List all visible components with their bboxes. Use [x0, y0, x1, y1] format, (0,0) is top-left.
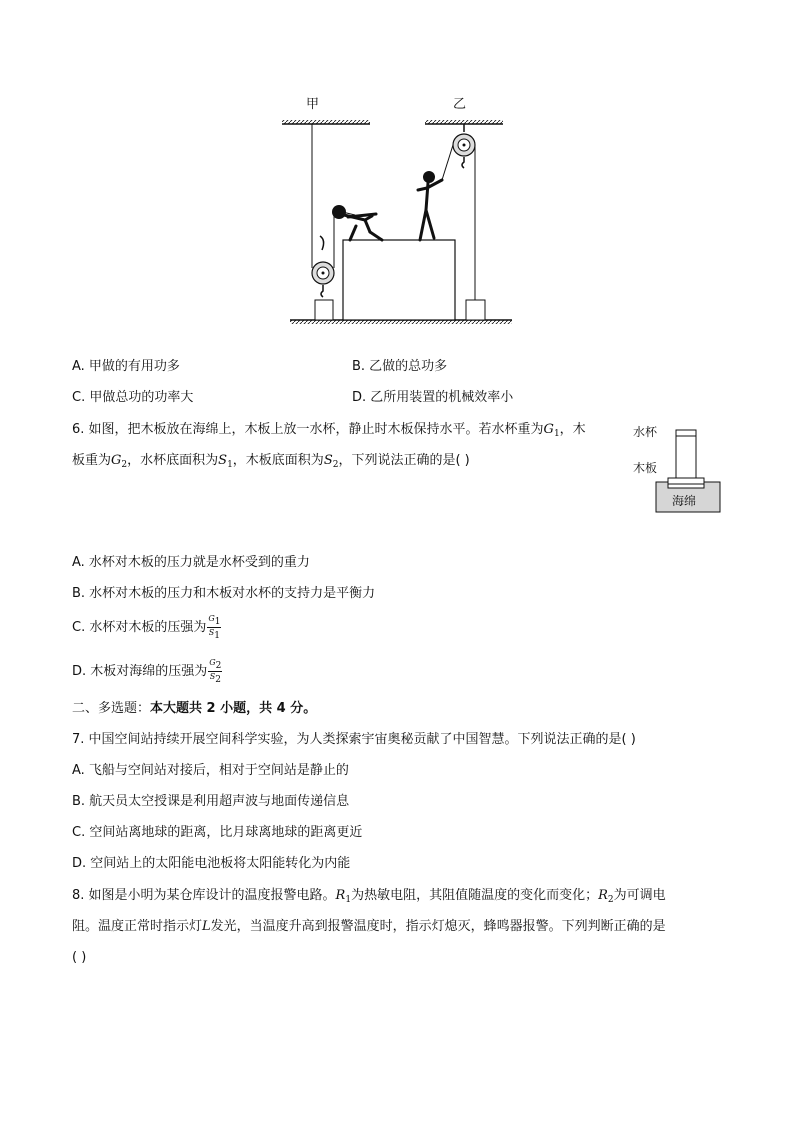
q7-stem: 7. 中国空间站持续开展空间科学实验，为人类探索宇宙奥秘贡献了中国智慧。下列说法正确的是( ) [72, 732, 636, 747]
big-box [343, 240, 455, 320]
q7-option-d: D. 空间站上的太阳能电池板将太阳能转化为内能 [72, 856, 351, 871]
ceiling-right [425, 120, 503, 124]
q6-stem-line1 [72, 421, 586, 443]
q5-option-c: C. 甲做总功的功率大 [72, 390, 194, 405]
q6-stem-text-2: ，木 [559, 422, 586, 437]
q7-option-b: B. 航天员太空授课是利用超声波与地面传递信息 [72, 794, 350, 809]
worker-yi [418, 171, 442, 240]
movable-pulley [312, 236, 334, 297]
q8-stem-line1: 8. 如图是小明为某仓库设计的温度报警电路。$R_1$为热敏电阻，其阻值随温度的变化而变化；$R_2$为可调电 [72, 888, 666, 905]
q6-stem-text-1: 6. 如图，把木板放在海绵上，木板上放一水杯，静止时木板保持水平。若水杯重为 [72, 422, 544, 437]
q6-option-b: B. 水杯对木板的压力和木板对水杯的支持力是平衡力 [72, 586, 376, 601]
q6-option-a: A. 水杯对木板的压力就是水杯受到的重力 [72, 555, 310, 570]
q6-stem-line2: 板重为$G_2$，水杯底面积为$S_1$，木板底面积为$S_2$，下列说法正确的是( ) [72, 453, 470, 470]
q8-var-r2: $R_2$ [598, 888, 614, 905]
section-heading-multiple-choice: 二、多选题：本大题共 2 小题，共 4 分。 [72, 701, 317, 716]
figure-label-yi: 乙 [453, 97, 467, 112]
ceiling-left [282, 120, 370, 124]
q8-var-l: L [202, 919, 211, 934]
q6-var-s2: $S_2$ [323, 453, 339, 470]
figure-label-jia: 甲 [306, 97, 320, 112]
wood-board [668, 478, 704, 484]
ground [290, 320, 512, 324]
q8-var-r1: $R_1$ [335, 888, 352, 905]
q7-option-c: C. 空间站离地球的距离，比月球离地球的距离更近 [72, 825, 363, 840]
q5-option-d: D. 乙所用装置的机械效率小 [352, 390, 514, 405]
q6-option-c: C. 水杯对木板的压强为 $\frac{G1}{S1}$ [72, 614, 221, 641]
q8-stem-line3: ( ) [72, 950, 87, 965]
q8-stem-line2: 阻。温度正常时指示灯L发光，当温度升高到报警温度时，指示灯熄灭，蜂鸣器报警。下列判断正确的是 [72, 919, 666, 934]
pulley-figure [270, 90, 530, 330]
label-board: 木板 [633, 461, 658, 475]
water-cup [676, 430, 696, 478]
q6-var-g2: $G_2$ [111, 453, 128, 470]
q7-option-a: A. 飞船与空间站对接后，相对于空间站是静止的 [72, 763, 349, 778]
worker-jia [332, 205, 382, 240]
q6-var-s1: $S_1$ [218, 453, 233, 470]
cup-board-sponge-figure [628, 420, 728, 520]
fixed-pulley [453, 124, 475, 168]
fraction-g1-s1: $\frac{G1}{S1}$ [208, 614, 221, 641]
weight-block-left [315, 300, 333, 320]
weight-block-right [466, 300, 485, 320]
fraction-g2-s2: $\frac{G2}{S2}$ [209, 658, 222, 685]
q5-option-b: B. 乙做的总功多 [352, 359, 448, 374]
q6-var-g1: $G_1$ [543, 422, 560, 439]
q5-option-a: A. 甲做的有用功多 [72, 359, 180, 374]
label-cup: 水杯 [633, 425, 658, 439]
label-sponge: 海绵 [672, 494, 697, 508]
q6-option-d: D. 木板对海绵的压强为 $\frac{G2}{S2}$ [72, 658, 222, 685]
